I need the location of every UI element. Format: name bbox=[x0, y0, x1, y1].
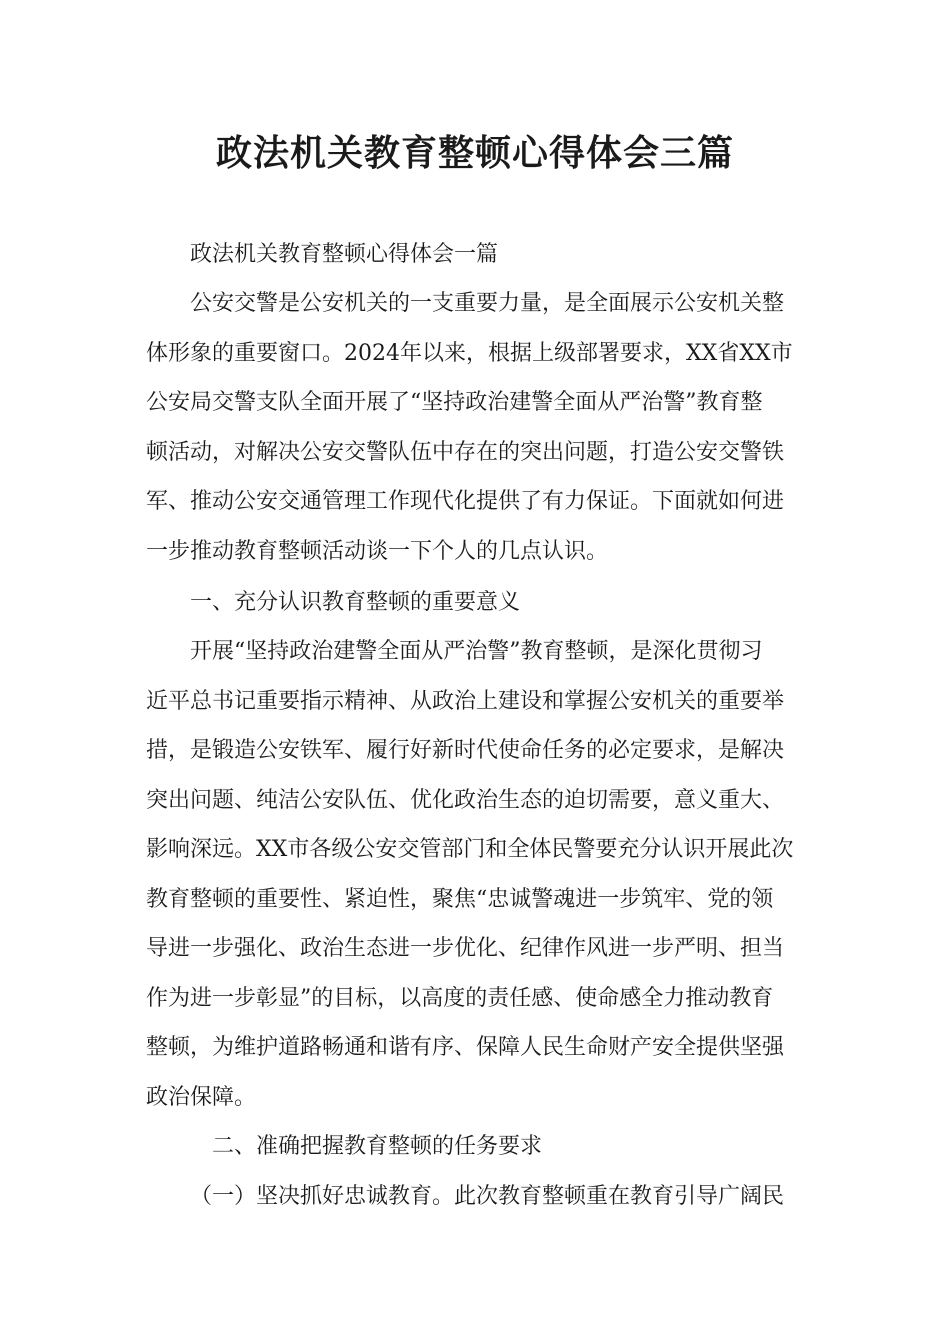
paragraph-line: 军、推动公安交通管理工作现代化提供了有力保证。下面就如何进 bbox=[146, 489, 785, 514]
paragraph-line: 体形象的重要窗口。2024年以来，根据上级部署要求，XX省XX市 bbox=[146, 340, 793, 366]
paragraph-1 bbox=[146, 279, 806, 576]
paragraph-line: 近平总书记重要指示精神、从政治上建设和掌握公安机关的重要举 bbox=[146, 688, 785, 714]
paragraph-line: 开展“坚持政治建警全面从严治警”教育整顿，是深化贯彻习 bbox=[190, 639, 763, 664]
paragraph-3 bbox=[190, 1172, 810, 1222]
paragraph-line: 突出问题、纯洁公安队伍、优化政治生态的迫切需要，意义重大、 bbox=[146, 787, 785, 813]
document-title: 政法机关教育整顿心得体会三篇 bbox=[215, 132, 734, 174]
paragraph-line: 顿活动，对解决公安交警队伍中存在的突出问题，打造公安交警铁 bbox=[146, 439, 785, 465]
paragraph-line: 影响深远。XX市各级公安交管部门和全体民警要充分认识开展此次 bbox=[146, 837, 794, 862]
section-heading-1: 一、充分认识教育整顿的重要意义 bbox=[190, 590, 521, 615]
paragraph-line: 整顿，为维护道路畅通和谐有序、保障人民生命财产安全提供坚强 bbox=[146, 1035, 785, 1060]
paragraph-line: 导进一步强化、政治生态进一步优化、纪律作风进一步严明、担当 bbox=[146, 936, 785, 961]
paragraph-line: 措，是锻造公安铁军、履行好新时代使命任务的必定要求，是解决 bbox=[146, 738, 785, 763]
paragraph-line: 公安交警是公安机关的一支重要力量，是全面展示公安机关整 bbox=[190, 291, 785, 316]
paragraph-line: 政治保障。 bbox=[146, 1084, 257, 1110]
paragraph-line: （一）坚决抓好忠诚教育。此次教育整顿重在教育引导广阔民 bbox=[190, 1184, 785, 1209]
paragraph-line: 作为进一步彰显”的目标，以高度的责任感、使命感全力推动教育 bbox=[146, 985, 774, 1011]
paragraph-line: 教育整顿的重要性、紧迫性，聚焦“忠诚警魂进一步筑牢、党的领 bbox=[146, 886, 774, 912]
paragraph-line: 公安局交警支队全面开展了“坚持政治建警全面从严治警”教育整 bbox=[146, 390, 763, 415]
paragraph-2 bbox=[146, 627, 806, 1122]
paragraph-line: 一步推动教育整顿活动谈一下个人的几点认识。 bbox=[146, 538, 609, 564]
section-heading-2: 二、准确把握教育整顿的任务要求 bbox=[212, 1134, 543, 1159]
section-subtitle: 政法机关教育整顿心得体会一篇 bbox=[190, 242, 499, 267]
